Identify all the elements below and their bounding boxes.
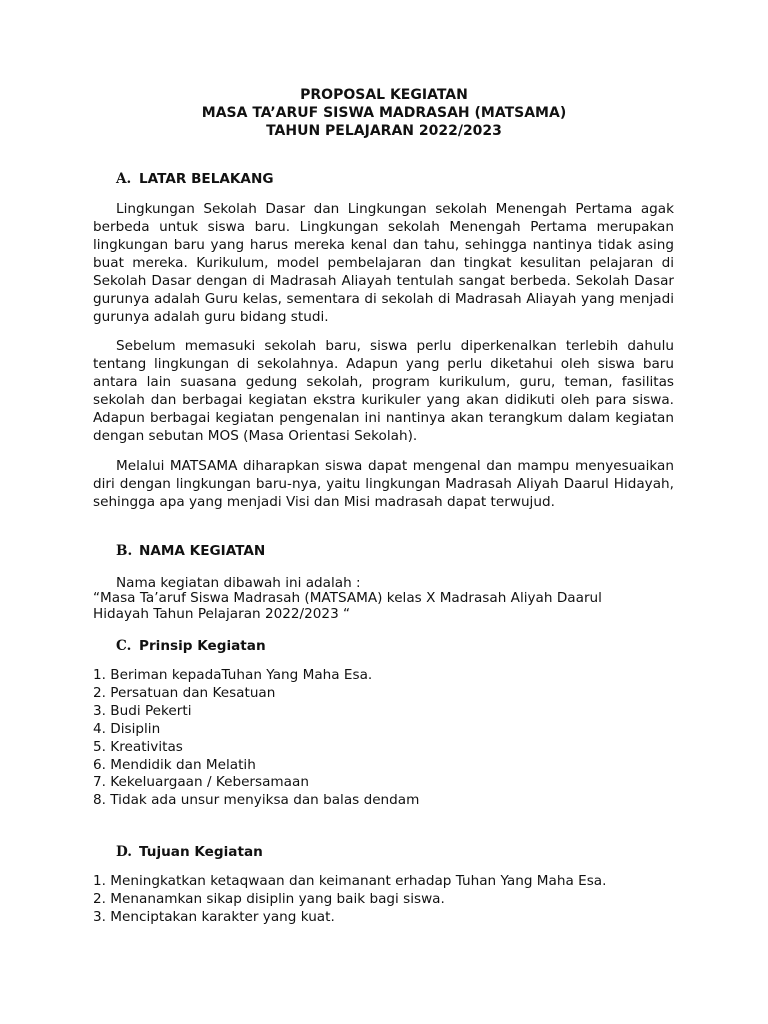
section-b-heading: [116, 542, 265, 560]
section-d-letter: D.: [116, 844, 133, 860]
section-a-paragraph-3: Melalui MATSAMA diharapkan siswa dapat mengenal dan mampu menyesuaikan diri dengan lingkungan baru-nya, yaitu lingkungan Madrasah Aliyah Daarul Hidayah, sehingga apa yang menjadi Visi dan Misi madrasah dapat terwujud.: [93, 458, 674, 510]
list-item: 4. Disiplin: [93, 720, 161, 737]
list-item: 2. Persatuan dan Kesatuan: [93, 684, 276, 701]
section-a-heading: [116, 170, 273, 188]
section-b-name-line-2: Hidayah Tahun Pelajaran 2022/2023 “: [93, 606, 351, 622]
section-c-letter: C.: [116, 638, 132, 654]
document-title-line-3: TAHUN PELAJARAN 2022/2023: [266, 123, 502, 139]
list-item: 6. Mendidik dan Melatih: [93, 756, 256, 773]
section-a-paragraph-2: Sebelum memasuki sekolah baru, siswa perlu diperkenalkan terlebih dahulu tentang lingkungan di sekolahnya. Adapun yang perlu diketahui oleh siswa baru antara lain suasana gedung sekolah, program kurikulum, guru, teman, fasilitas sekolah dan berbagai kegiatan ekstra kurikuler yang akan didikuti oleh para siswa. Adapun berbagai kegiatan pengenalan ini nantinya akan terangkum dalam kegiatan dengan sebutan MOS (Masa Orientasi Sekolah).: [93, 338, 674, 444]
list-item: 5. Kreativitas: [93, 738, 183, 755]
list-item: 8. Tidak ada unsur menyiksa dan balas dendam: [93, 792, 420, 809]
section-c-list: [93, 667, 419, 810]
section-a-letter: A.: [116, 171, 132, 187]
section-b-letter: B.: [116, 543, 133, 559]
list-item: 3. Budi Pekerti: [93, 702, 192, 719]
section-a-title: LATAR BELAKANG: [139, 171, 274, 187]
section-a-paragraph-1: Lingkungan Sekolah Dasar dan Lingkungan sekolah Menengah Pertama agak berbeda untuk siswa baru. Lingkungan sekolah Menengah Pertama merupakan lingkungan baru yang harus mereka kenal dan tahu, sehingga nantinya tidak asing buat mereka. Kurikulum, model pembelajaran dan tingkat kesulitan pelajaran di Sekolah Dasar dengan di Madrasah Aliayah tentulah sangat berbeda. Sekolah Dasar gurunya adalah Guru kelas, sementara di sekolah di Madrasah Aliayah yang menjadi gurunya adalah guru bidang studi.: [93, 201, 674, 325]
document-title-line-2: MASA TA’ARUF SISWA MADRASAH (MATSAMA): [201, 105, 567, 121]
section-d-title: Tujuan Kegiatan: [139, 844, 263, 860]
list-item: 1. Beriman kepadaTuhan Yang Maha Esa.: [93, 667, 373, 683]
section-b-title: NAMA KEGIATAN: [139, 543, 266, 559]
section-b-intro: Nama kegiatan dibawah ini adalah :: [116, 575, 361, 591]
section-c-heading: [116, 637, 266, 655]
section-b-name-line-1: “Masa Ta’aruf Siswa Madrasah (MATSAMA) kelas X Madrasah Aliyah Daarul: [93, 590, 602, 606]
list-item: 2. Menanamkan sikap disiplin yang baik bagi siswa.: [93, 890, 445, 907]
section-c-title: Prinsip Kegiatan: [139, 638, 266, 654]
list-item: 3. Menciptakan karakter yang kuat.: [93, 908, 335, 925]
document-title-line-1: PROPOSAL KEGIATAN: [300, 87, 468, 103]
section-d-list: [93, 873, 606, 927]
list-item: 7. Kekeluargaan / Kebersamaan: [93, 774, 309, 791]
section-d-heading: [116, 843, 263, 861]
list-item: 1. Meningkatkan ketaqwaan dan keimanant erhadap Tuhan Yang Maha Esa.: [93, 873, 607, 889]
